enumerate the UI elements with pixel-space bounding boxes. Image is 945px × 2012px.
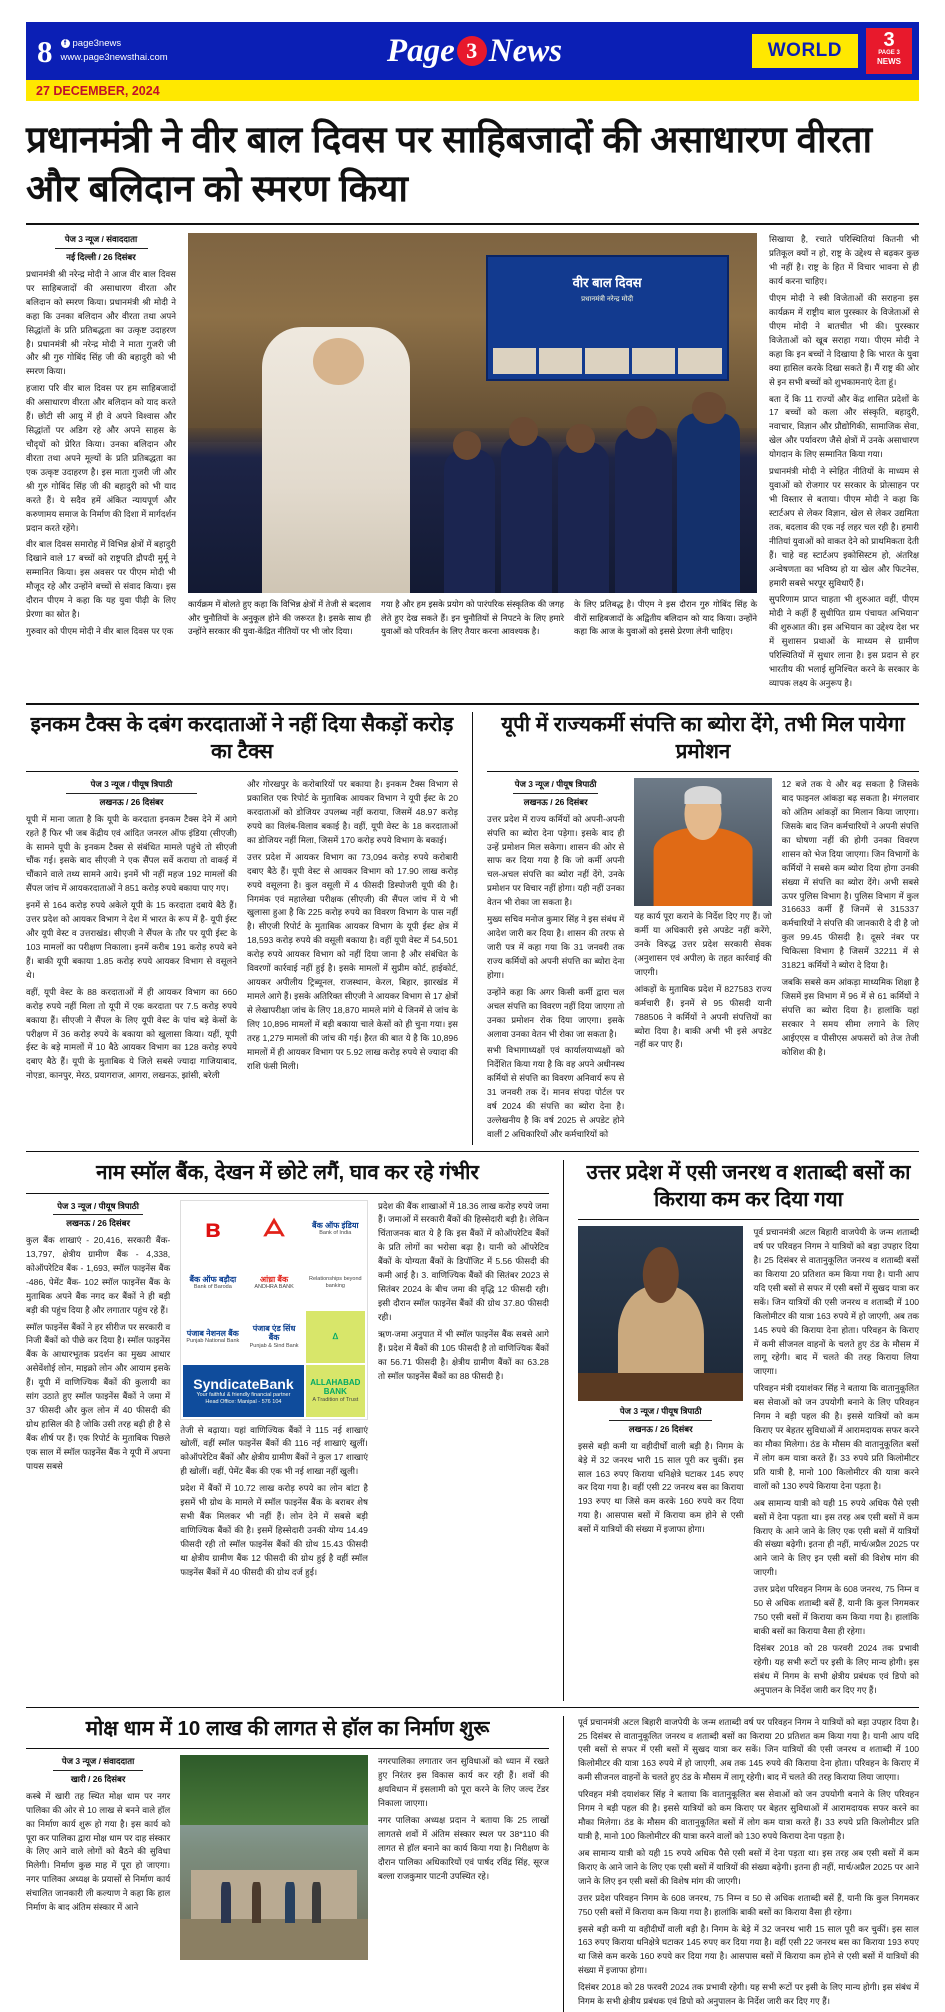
bank-logo-pnb	[183, 1311, 242, 1363]
paragraph: उत्तर प्रदेश में राज्य कर्मियों को अपनी-अपनी संपत्ति का ब्योरा देना पड़ेगा। इसके बाद ही उन्हें प्रमोशन मिल सकेगा। शासन की ओर से साफ कर दिया गया है कि जो कर्मी अपनी चल-अचल संपत्ति का ब्योरा नहीं देंगे, उनके प्रमोशन पर विचार नहीं होगा। यही नहीं उनका वेतन भी रोका जा सकता है।	[487, 813, 625, 908]
byline-place-date: लखनऊ / 26 दिसंबर	[99, 796, 164, 807]
paragraph: परिवहन मंत्री दयाशंकर सिंह ने बताया कि वातानुकूलित बस सेवाओं को जन उपयोगी बनाने के लिए परिवहन निगम ने बड़ी पहल की है। इससे यात्रियों को कम किराए पर बेहतर सुविधाओं में आरामदायक सफर करने का मौका मिलेगा। ठंड के मौसम की वातानुकूलित बसों में लोग कम यात्रा करते हैं। 33 रुपये प्रति किलोमीटर प्रति यात्री है, मानो 100 किलोमीटर की यात्रा करने वालों को 130 रुपये किराया देना पड़ता है।	[577, 1789, 919, 1841]
caption-col-2: गया है और हम इसके प्रयोग को पारंपरिक संस्कृतिक की जगह लेते हुए देख सकते हैं। इन चुनौतियों से निपटने के लिए हमारे युवाओं को परिवर्तन के लिए तैयार करना आवश्यक है।	[381, 599, 564, 637]
paragraph: पूर्व प्रचानमंत्री अटल बिहारी वाजपेयी के जन्म शताब्दी वर्ष पर परिवहन निगम ने यात्रियों को बड़ा उपहार दिया है। 25 दिसंबर से वातानुकूलित जनरथ व शताब्दी बसों का किराया 20 प्रतिशत कम किया गया है। यानी आप यदि एसी बसों से सफर में एसी बसों में सुखद यात्रा कर सकें। जिन यात्रियों की एसी जनरथ व शताब्दी में 100 किलोमीटर की यात्रा 163 रुपये में हो जाएगी, अब तक 145 रुपये की किराया देना होता। परिवहन के किराए में कमी सीजनल वाहनों के चलते हुए ठंड के मौसम में लागू रहेगी। बाद में चलते की तरह किराया लिया जाएगा।	[577, 1716, 919, 1783]
paragraph: पीएम मोदी ने स्त्री विजेताओं की सराहना इस कार्यक्रम में राष्ट्रीय बाल पुरस्कार के विजेताओं से पीएम मोदी ने बातचीत भी की। पुरस्कार विजेताओं को खूब सराहा गया। पीएम मोदी ने कहा कि इन बच्चों ने दिखाया है कि भारत के युवा क्या हासिल करके दिखा सकते हैं। मैं राष्ट्र की ओर से इन सभी बच्चों को शुभकामनाएं देता हूं।	[769, 293, 919, 387]
paragraph: कस्बे में खारी तह स्थित मोक्ष धाम पर नगर पालिका की ओर से 10 लाख से बनने वाले हॉल का निर्माण कार्य शुरू हो गया है। इस कार्य को पूरा कर पालिका द्वारा मोक्ष धाम पर दाह संस्कार के लिए आने वाले लोगों को बैठने की सुविधा मिलेगी। निर्माण कुछ माह में पूरा हो जाएगा। नगर पालिका अध्यक्ष के प्रयासों से निर्माण कार्य संचालित जानकारी ली कल्याण ने कहा कि हाल निर्माण के बाद अंतिम संस्कार में आने	[26, 1790, 171, 1913]
social-handle-text: page3news	[72, 37, 122, 49]
bank-tagline: A Tradition of Trust	[312, 1396, 359, 1403]
up-bus-body-1	[578, 1440, 744, 1537]
screen-title: वीर बाल दिवस	[572, 275, 642, 290]
bank-name-hindi: पंजाब नेशनल बैंक	[186, 1328, 239, 1338]
bank-logo-bob	[183, 1257, 242, 1309]
section-badge: WORLD	[752, 34, 858, 68]
lead-column-1	[26, 233, 176, 694]
paragraph: और गोरखपुर के करोबारियों पर बकाया है। इनकम टैक्स विभाग से प्रकाशित एक रिपोर्ट के मुताबिक आयकर विभाग ने यूपी ईस्ट के 20 करदाताओं को डोजियर उपलब्ध नहीं कराया, जिसमें 48.97 करोड़ रुपये का विलंब-विलाव बकाई है। वहीं, यूपी वेस्ट के 18 करदाताओं का डोजियर नहीं मिला, जिसमें 170 करोड़ रुपये विभाग के बकाई।	[247, 779, 458, 845]
paragraph: उत्तर प्रदेश में आयकर विभाग का 73,094 करोड़ रुपये करोबारी दबाए बैठे हैं। यूपी वेस्ट से आयकर विभाग को 17.90 लाख करोड़ रुपये वसूलना है। कुल वसूली में 4 फीसदी डिस्पोजरी यूपी की है। निगमंक एवं महालेखा परीक्षक (सीएजी) की सैंपल जांच में ये भी खुलासा हुआ है कि 225 करोड़ रुपये का विवरण विभाग के पास नहीं है। सीएजी रिपोर्ट के मुताबिक आयकर विभाग के यूपी ईस्ट क्षेत्र में 18,593 करोड़ रुपये की वसूली बकाया है। वहीं यूपी वेस्ट में 54,501 करोड़ रुपये आयकर विभाग को नहीं दिया जाना है और संबंधित के विवरणों कार्रवाई नहीं हुई है। इसके मामलों में सुप्रीम कोर्ट, हाईकोर्ट, आयकर अपीलीय ट्रिब्यूनल, राजस्थान, केरल, बिहार, झारखंड में मामले आगे हैं। इसके अतिरिक्त सीएजी ने आयकर विभाग से 17 क्षेत्रों से लेखापरीक्षा जांच के लिए 18,870 मामले मांगे थे जिनमें से जांच के लिए 10,896 मामलों में बड़ी बकाया चाले केसों को ही चुना गया। इस तरह 1,279 मामलों की जांच की गई। हैरत की बात ये है कि 10,896 मामलों में ही आयकर विभाग पर 5.92 लाख करोड़ रुपये से ज्यादा की राशि फंसी मिली।	[247, 851, 458, 1071]
small-banks-headline: नाम स्मॉल बैंक, देखन में छोटे लगैं, घाव कर रहे गंभीर	[96, 1160, 479, 1184]
lead-body-3	[769, 233, 919, 691]
story-small-banks	[26, 1160, 549, 1701]
byline-agency: पेज 3 न्यूज / पीयूष त्रिपाठी	[57, 1200, 139, 1211]
bank-logo-syndicate	[183, 1365, 304, 1417]
paragraph: वीर बाल दिवस समारोह में विभिन्न क्षेत्रों में बहादुरी दिखाने वाले 17 बच्चों को राष्ट्रपति द्रौपदी मुर्मू ने सम्मानित किया। इस अवसर पर पीएम मोदी भी मौजूद रहे और उन्होंने बच्चों से संवाद किया। इस दौरान पीएम ने कहा कि यह युवा पीढ़ी के लिए प्रेरणा का स्रोत है।	[26, 539, 176, 620]
story-up-promotion	[487, 712, 919, 1145]
up-promotion-headline: यूपी में राज्यकर्मी संपत्ति का ब्योरा देंगे, तभी मिल पायेगा प्रमोशन	[501, 712, 905, 763]
band-4	[26, 1716, 919, 2012]
page-number: 8	[37, 33, 53, 69]
bank-address: Head Office: Manipal - 576 104	[205, 1398, 282, 1405]
moksh-dham-body-1	[26, 1790, 170, 1915]
byline-place-date: खारी / 26 दिसंबर	[70, 1773, 126, 1784]
paragraph: बता दें कि 11 राज्यों और केंद्र शासित प्रदेशों के 17 बच्चों को कला और संस्कृति, बहादुरी, नवाचार, विज्ञान और प्रौद्योगिकी, सामाजिक सेवा, खेल और पर्यावरण जैसे क्षेत्रों में उनके असाधारण योगदान के लिए सम्मानित किया गया।	[769, 393, 919, 460]
brand-mid: 3	[457, 36, 487, 66]
paragraph: उत्तर प्रदेश परिवहन निगम के 608 जनरथ, 75 निम्न व 50 से अधिक शताब्दी बसें हैं, यानी कि कुल निगमकर 750 एसी बसों में किराया कम किया गया है। हालांकि बाकी बसों का किराया वैसा ही रहेगा।	[753, 1584, 920, 1636]
paragraph: प्रदेश की बैंक शाखाओं में 18.36 लाख करोड़ रुपये जमा हैं। जमाओं में सरकारी बैंकों की हिस्सेदारी बड़ी है। लेकिन चिंताजनक बात ये है कि इस बैंकों में कोऑपरेटिव बैंकों के प्रति लोगों का भरोसा बढ़ा है। यानी को ऑपरेटिव बैंकों के योग्यता बैंकों के डिपॉजिट में 5.56 फीसदी की कमी आई है। 3. वाणिज्यिक बैंकों की सितंबर 2023 से सितंबर 2024 के बीच जमा की वृद्धि 12 फीसदी रही। इसी दौरान स्मॉल फाइनेंस बैंकों की ग्रोथ 37.80 फीसदी रही।	[377, 1200, 549, 1322]
byline-place-date: नई दिल्ली / 26 दिसंबर	[66, 252, 136, 263]
paragraph: मुख्य सचिव मनोज कुमार सिंह ने इस संबंध में आदेश जारी कर दिया है। शासन की तरफ से जारी पत्र में कहा गया कि 31 जनवरी तक राज्य कर्मियों को अपनी संपत्ति का ब्योरा देना होगा।	[487, 914, 625, 980]
paragraph: पूर्व प्रचानमंत्री अटल बिहारी वाजपेयी के जन्म शताब्दी वर्ष पर परिवहन निगम ने यात्रियों को बड़ा उपहार दिया है। 25 दिसंबर से वातानुकूलित जनरथ व शताब्दी बसों का किराया 20 प्रतिशत कम किया गया है। यानी आप यदि एसी बसों से सफर में एसी बसों में सुखद यात्रा कर सकें। जिन यात्रियों की एसी जनरथ व शताब्दी में 100 किलोमीटर की यात्रा 163 रुपये में हो जाएगी, अब तक 145 रुपये की किराया देना होता। परिवहन के किराए में कमी सीजनल वाहनों के चलते हुए ठंड के मौसम में लागू रहेगी। बाद में चलते की तरह किराया लिया जाएगा।	[753, 1227, 920, 1377]
income-tax-body-1	[26, 813, 237, 1084]
bank-name: Bank of Baroda	[193, 1283, 232, 1290]
screen-subtitle: प्रधानमंत्री नरेन्द्र मोदी	[581, 296, 634, 303]
byline-agency: पेज 3 न्यूज / पीयूष त्रिपाठी	[514, 779, 597, 790]
facebook-icon: f	[61, 39, 70, 48]
stage-screen	[486, 255, 729, 381]
caption-col-1: कार्यक्रम में बोलते हुए कहा कि विभिन्न क्षेत्रों में तेजी से बदलाव और चुनौतियों के अनुकूल होने की जरूरत है। इसके साथ ही उन्होंने सरकार की युवा-केंद्रित नीतियों पर भी जोर दिया।	[188, 599, 371, 637]
social-handles	[61, 37, 168, 66]
up-bus-body-2	[753, 1226, 919, 1697]
lead-photo-block	[188, 233, 757, 694]
paragraph: 12 बजे तक ये और बढ़ सकता है जिसके बाद फाइनल आंकड़ा बढ़ सकता है। मंगलवार को अंतिम आंकड़ों का मिलान किया जाएगा। जिसके बाद जिन कर्मचारियों ने अपनी संपत्ति का घोषणा नहीं की होगी उनका विवरण शासन को भेज दिया जाएगा। जिन विभागों के कर्मियों ने सबसे कम ब्योरा दिया होगा उनकी संख्या में संपत्ति का ब्योरा देंगे। अभी सबसे ऊपर पुलिस विभाग है। पुलिस विभाग में कुल 316633 कर्मी हैं जिनमें से 315337 कर्मचारियों ने संपत्ति की जानकारी दे दी है जो कुल 99.45 फीसदी है। दूसरे नंबर पर चिकित्सा विभाग है जिसमें 32211 में से 31821 कर्मियों ने ब्योरा दे दिया है।	[781, 779, 919, 971]
paragraph: तेजी से बढ़ाया। यहां वाणिज्यिक बैंकों ने 115 नई शाखाएं खोलीं, वहीं स्मॉल फाइनेंस बैंकों की 116 नई शाखाएं खुलीं। कोऑपरेटिव बैंकों और क्षेत्रीय ग्रामीण बैंकों ने कुल 17 शाखाएं ही खोलीं। वहीं, पेमेंट बैंक की एक भी नई शाखा नहीं खुली।	[180, 1424, 368, 1477]
paragraph: परिवहन मंत्री दयाशंकर सिंह ने बताया कि वातानुकूलित बस सेवाओं को जन उपयोगी बनाने के लिए परिवहन निगम ने बड़ी पहल की है। इससे यात्रियों को कम किराए पर बेहतर सुविधाओं में आरामदायक सफर करने का मौका मिलेगा। ठंड के मौसम की वातानुकूलित बसों में लोग कम यात्रा करते हैं। 33 रुपये प्रति किलोमीटर प्रति यात्री है, मानो 100 किलोमीटर की यात्रा करने वालों को 130 रुपये किराया देना पड़ता है।	[753, 1383, 920, 1491]
masthead-logo	[252, 23, 697, 79]
logo-box-number: 3	[883, 29, 895, 51]
byline	[26, 778, 237, 809]
paragraph: उन्होंने कहा कि अगर किसी कर्मी द्वारा चल अचल संपत्ति का विवरण नहीं दिया जाएगा तो उनका प्रमोशन रोक दिया जाएगा। इसके अलावा उनका वेतन भी रोका जा सकता है।	[487, 986, 625, 1039]
headline-rule	[26, 223, 919, 225]
small-banks-body-3	[378, 1200, 549, 1384]
paragraph: प्रधानमंत्री श्री नरेन्द्र मोदी ने आज वीर बाल दिवस पर साहिबजादों की असाधारण वीरता और बलिदान को स्मरण किया। प्रधानमंत्री श्री मोदी ने कहा कि उनका बलिदान और वीरता तथा अपने सिद्धांतों के प्रति प्रतिबद्धता का उत्कृष्ट उदाहरण है। प्रधानमंत्री श्री नरेन्द्र मोदी ने माता गुजरी जी और श्री गुरु गोबिंद सिंह जी की बहादुरी को भी स्मरण किया।	[26, 268, 176, 377]
small-banks-body-2	[180, 1424, 368, 1580]
paragraph: यूपी में माना जाता है कि यूपी के करदाता इनकम टैक्स देने में आगे रहते हैं फिर भी जब केंद्रीय एवं आंदित जनरल ऑफ इंडिया (सीएजी) के सामने यूपी के इनकम टैक्स से संबंधित मामले पहुंचे तो सीएजी चौंक गई। इसके बाद सीएजी ने एक सैंपल सर्वे कराया तो वाकई में चौंकाने वाले तथ्य सामने आये। इनमें भी नहीं महज 192 मामलों की सैंपल जांच में आयकरदाताओं ने 851 करोड़ रुपये बकाया पाए गए।	[26, 813, 237, 894]
bank-name: SyndicateBank	[193, 1376, 294, 1393]
bank-logo-andhra	[244, 1257, 303, 1309]
lead-body-1	[26, 268, 176, 639]
byline-agency: पेज 3 न्यूज / संवाददाता	[64, 234, 138, 245]
moksh-dham-headline: मोक्ष धाम में 10 लाख की लागत से हॉल का निर्माण शुरू	[85, 1716, 490, 1740]
bank-tagline: Relationships beyond banking	[309, 1276, 362, 1289]
paragraph: अब सामान्य यात्री को यही 15 रुपये अधिक पैसे एसी बसों में देना पड़ता था। इस तरह अब एसी बसों में कम किराए के आने जाने के लिए एक एसी बसों में यात्रियों की संख्या बढ़ेगी। इतना ही नहीं, मार्च/अप्रैल 2025 पर आने जाने के लिए इन एसी बसों की विशेष मांग की जाएगी।	[753, 1497, 920, 1578]
story-income-tax	[26, 712, 458, 1145]
up-promotion-body-1	[487, 813, 624, 1142]
bank-name-hindi: आंध्रा बैंक	[260, 1274, 289, 1284]
masthead-right	[697, 23, 918, 79]
paragraph: सुपरिणाम प्राप्त चाहता भी शुरुआत वहीं, पीएम मोदी ने कहीं हैं सुधीपित ग्राम पंचायत अभियान' की शुरुआत की। इस अभियान का उद्देश्य देश भर में सुशासन प्रथाओं के माध्यम से ग्रामीण परिस्थितियों में सुधार लाना है। इस प्रदान से हर भारतीय की भलाई सुनिश्चित करने के सरकार के व्यापक लक्ष्य के अनुरूप है।	[769, 594, 919, 688]
byline-place-date: लखनऊ / 26 दिसंबर	[628, 1423, 693, 1434]
story-moksh-dham	[26, 1716, 549, 2012]
bank-logos-montage	[180, 1200, 368, 1420]
band-3	[26, 1160, 919, 1708]
lead-photo-caption	[188, 598, 757, 638]
logo-box-line3: NEWS	[877, 56, 901, 66]
bank-name: Punjab National Bank	[186, 1337, 240, 1344]
paragraph: इनमें से 164 करोड़ रुपये अकेले यूपी के 15 करदाता दबाये बैठे हैं। उत्तर प्रदेश को आयकर विभाग ने देश में भारत के रूप में है- यूपी ईस्ट और यूपी वेस्ट व उत्तराखंड। सीएजी ने सैंपल के तौर पर यूपी ईस्ट के 103 मामलों का परीक्षण निकाला। इनमें करीब 191 करोड़ रुपये बने हैं। बाकी यूपी बकाया 1.85 करोड़ रुपये आयकर विभाग से वसूलने थे।	[26, 900, 237, 980]
masthead-left	[27, 23, 252, 79]
up-promotion-body-3	[782, 778, 919, 1059]
transport-minister-photo	[578, 1226, 744, 1401]
up-promotion-body-2	[634, 910, 771, 1052]
paragraph: कुल बैंक शाखाएं - 20,416, सरकारी बैंक- 13,797, क्षेत्रीय ग्रामीण बैंक - 4,338, कोऑपरेटिव बैंक - 1,693, स्मॉल फाइनेंस बैंक -486, पेमेंट बैंक- 102 स्मॉल फाइनेंस बैंक के मुताबिक अपने बैंक नगद कर बैंकों ने ही बड़ी बड़ी की पहुंच दिया है और लगातार पहुंच रहे हैं।	[26, 1235, 171, 1315]
paragraph: उत्तर प्रदेश परिवहन निगम के 608 जनरथ, 75 निम्न व 50 से अधिक शताब्दी बसें हैं, यानी कि कुल निगमकर 750 एसी बसों में किराया कम किया गया है। हालांकि बाकी बसों का किराया वैसा ही रहेगा।	[577, 1892, 919, 1917]
paragraph: जबकि सबसे कम आंकड़ा माध्यमिक शिक्षा है जिसमें इस विभाग में 96 में से 61 कर्मियों ने संपत्ति का ब्योरा दिया है। हालांकि यहां सरकार ने समय सीमा लगाने के लिए आईएएस व पीसीएस अफसरों को तेज तेजी कोशिश की है।	[781, 977, 919, 1057]
up-bus-headline: उत्तर प्रदेश में एसी जनरथ व शताब्दी बसों का किराया कम कर दिया गया	[586, 1160, 911, 1211]
newspaper-page	[0, 22, 945, 2007]
paragraph: आंकड़ों के मुताबिक प्रदेश में 827583 राज्य कर्मचारी हैं। इनमें से 95 फीसदी यानी 788506 ने कर्मियों ने अपनी संपत्तियों का ब्योरा दिया है। बाकी अभी भी इसे अपडेट नहीं कर पाए हैं।	[634, 983, 772, 1050]
up-bus-continued	[578, 1716, 919, 2012]
brand-right: News	[488, 32, 563, 69]
paragraph: यह कार्य पूरा कराने के निर्देश दिए गए हैं। जो कर्मी या अधिकारी इसे अपडेट नहीं करेंगे, उनके विरुद्ध उत्तर प्रदेश सरकारी सेवक (अनुशासन एवं अपील) के तहत कार्रवाई की जाएगी।	[634, 911, 772, 977]
paragraph: दिसंबर 2018 को 28 फरवरी 2024 तक प्रभावी रहेगी। यह सभी रूटों पर इसी के लिए मान्य होगी। इस संबंध में निगम के सभी क्षेत्रीय प्रबंधक एवं डिपो को अनुपालन के निर्देश जारी कर दिए गए हैं।	[753, 1642, 920, 1695]
bank-logo-boi	[306, 1203, 365, 1255]
paragraph: प्रदेश में बैंकों में 10.72 लाख करोड़ रुपये का लोन बांटा है इसमें भी ग्रोथ के मामले में स्मॉल फाइनेंस बैंक के बराबर शेष सभी बैंक मिलकर भी नहीं हैं। लोन देने में सबसे बड़ी वाणिज्यिक बैंकों की है। इसमें हिस्सेदारी उनकी योग्य 14.49 फीसदी रही तो स्मॉल फाइनेंस बैंकों की ग्रोथ 15.43 फीसदी था क्षेत्रीय ग्रामीण बैंक 12 फीसदी की ग्रोथ हुई है वहीं स्मॉल फाइनेंस बैंकों में 40 फीसदी की ग्रोथ दर्ज हुई।	[180, 1483, 368, 1577]
byline	[26, 233, 176, 264]
bank-name: Punjab & Sind Bank	[249, 1342, 299, 1349]
bank-name-hindi: बैंक ऑफ इंडिया	[312, 1220, 359, 1230]
construction-site-photo	[180, 1755, 368, 1960]
byline-agency: पेज 3 न्यूज / पीयूष त्रिपाठी	[619, 1406, 702, 1417]
bank-name: ANDHRA BANK	[254, 1283, 294, 1290]
logo-box-line2: PAGE 3	[878, 50, 900, 56]
paragraph: अब सामान्य यात्री को यही 15 रुपये अधिक पैसे एसी बसों में देना पड़ता था। इस तरह अब एसी बसों में कम किराए के आने जाने के लिए एक एसी बसों में यात्रियों की संख्या बढ़ेगी। इतना ही नहीं, मार्च/अप्रैल 2025 पर आने जाने के लिए इन एसी बसों की विशेष मांग की जाएगी।	[577, 1847, 919, 1886]
yogi-adityanath-photo	[634, 778, 771, 906]
page3-logo-box	[866, 28, 912, 74]
brand-left: Page	[386, 32, 455, 69]
moksh-dham-body-2	[378, 1755, 549, 1883]
band-2	[26, 703, 919, 1152]
paragraph: वहीं, यूपी वेस्ट के 88 करदाताओं में ही आयकर विभाग का 660 करोड़ रुपये नहीं मिला तो यूपी में एक करदाता पर 7.5 करोड़ रुपये बकाया हैं। सीएजी ने सैंपल के लिए यूपी वेस्ट के पांच बड़े केसों के परीक्षण में 36 करोड़ रुपये के बकाया को खुलासा किया। यहीं, यूपी ईस्ट के बड़े मामलों में 10 बैठे आयकर विभाग का 128 करोड़ रुपये दबाए बैठे हैं। यूपी के मुताबिक ये जिले सबसे ज्यादा गाजियाबाद, नोएडा, कानपुर, मेरठ, प्रयागराज, आगरा, लखनऊ, झांसी, बरेली	[26, 986, 237, 1081]
website-text: www.page3newsthai.com	[60, 52, 168, 63]
byline	[487, 778, 624, 809]
byline	[578, 1405, 744, 1436]
paragraph: नगरपालिका लगातार जन सुविधाओं को ध्यान में रखते हुए निरंतर इस विकास कार्य कर रही हैं। शवों की क्षयविधान में इसलामी को पूरा करने के लिए जल्द टेंडर निकाला जाएगा।	[377, 1756, 549, 1808]
small-banks-body-1	[26, 1234, 170, 1474]
bank-tagline: Your faithful & friendly financial partner	[196, 1392, 291, 1399]
bank-logo-andhra-symbol: ᗋ	[244, 1203, 303, 1255]
bank-tagline-boi	[306, 1257, 365, 1309]
paragraph: प्रधानमंत्री मोदी ने स्नेहित नीतियों के माध्यम से युवाओं को रोजगार पर सरकार के प्रोत्साहन पर भी विस्तार से बताया। पीएम मोदी ने कहा कि स्टार्टअप से लेकर विज्ञान, खेल से लेकर उद्यमिता तक, बदलाव की एक नई लहर चल रही है। हमारी नीतियां युवाओं को वाकत देने को प्राथमिकता देती हैं। चाहे वह स्टार्टअप इकोसिस्टम हो, अंतरिक्ष अन्वेषणता का भविष्य हो या खेल और फिटनेस, हमारी सबसे भरपूर सुविधाएँ हैं।	[769, 466, 919, 588]
caption-col-3: के लिए प्रतिबद्ध है। पीएम ने इस दौरान गुरु गोबिंद सिंह के वीरों साहिबजादों के अद्वितीय बलिदान को याद किया। उन्होंने कहा कि आज के युवाओं को इससे प्रेरणा लेनी चाहिए।	[574, 599, 757, 637]
story-up-bus	[578, 1160, 919, 1701]
byline	[26, 1755, 170, 1786]
paragraph: इससे बड़ी कमी या वहीदीर्घों वाली बड़ी है। निगम के बेड़े में 32 जनरथ भारी 15 साल पूरी कर चुकीं। इस साल 163 रुपए किराया धनिक्षेत्रे घटाकर 145 रुपए कर दिया गया है। वहीं एसी 22 जनरथ बस का किराया 193 रुपए था जिसे कम करके 160 रुपये कर दिया गया है। आसपास बसों में किराया कम होने से एसी बसों में यात्रियों की संख्या में इजाफा होगा।	[577, 1923, 919, 1976]
byline-agency: पेज 3 न्यूज / संवाददाता	[61, 1756, 135, 1767]
bank-logo-psb	[244, 1311, 303, 1363]
bank-name: Bank of India	[319, 1229, 352, 1236]
bank-name: ALLAHABAD BANK	[310, 1378, 361, 1397]
paragraph: गुरुवार को पीएम मोदी ने वीर बाल दिवस पर एक	[26, 625, 174, 636]
lead-headline: प्रधानमंत्री ने वीर बाल दिवस पर साहिबजादों की असाधारण वीरता और बलिदान को स्मरण किया	[26, 119, 872, 210]
byline-agency: पेज 3 न्यूज / पीयूष त्रिपाठी	[90, 779, 173, 790]
paragraph: ऋण-जमा अनुपात में भी स्मॉल फाइनेंस बैंक सबसे आगे हैं। प्रदेश में बैंकों की 105 फीसदी है तो वाणिज्यिक बैंकों का 56.71 फीसदी है। क्षेत्रीय ग्रामीण बैंकों का 63.28 तो स्मॉल फाइनेंस बैंकों का 88 फीसदी है।	[377, 1328, 549, 1381]
paragraph: इससे बड़ी कमी या वहीदीर्घों वाली बड़ी है। निगम के बेड़े में 32 जनरथ भारी 15 साल पूरी कर चुकीं। इस साल 163 रुपए किराया धनिक्षेत्रे घटाकर 145 रुपए कर दिया गया है। वहीं एसी 22 जनरथ बस का किराया 193 रुपए था जिसे कम करके 160 रुपये कर दिया गया है। आसपास बसों में किराया कम होने से एसी बसों में यात्रियों की संख्या में इजाफा होगा।	[577, 1440, 744, 1535]
bank-name-hindi: पंजाब एंड सिंध बैंक	[252, 1324, 296, 1343]
lead-story	[26, 233, 919, 694]
bank-logo-allahabad	[306, 1365, 365, 1417]
paragraph: सिखाया है, रचाते परिस्थितियां कितनी भी प्रतिकूल क्यों न हो, राष्ट्र के उद्देश्य से बढ़कर कुछ भी नहीं है। राष्ट्र के हित में विचार भावना से ही कार्य करना चाहिए।	[769, 234, 919, 287]
paragraph: दिसंबर 2018 को 28 फरवरी 2024 तक प्रभावी रहेगी। यह सभी रूटों पर इसी के लिए मान्य होगी। इस संबंध में निगम के सभी क्षेत्रीय प्रबंधक एवं डिपो को अनुपालन के निर्देश जारी कर दिए गए हैं।	[577, 1982, 919, 2007]
up-bus-body-3	[578, 1716, 919, 2009]
paragraph: नगर पालिका अध्यक्ष प्रदान ने बताया कि 25 लाखों लागतसे शवों में अंतिम संस्कार स्थल पर 38*110 की लागत से हॉल बनाने का कार्य किया गया है। निरीक्षण के दौरान पालिका अधिकारियों एवं पार्षद रविंद्र सिंह, सूरज बल्ला राजकुमार पाटनी उपस्थित रहे।	[377, 1814, 549, 1881]
paragraph: स्मॉल फाइनेंस बैंकों ने हर सीरीज पर सरकारी व निजी बैंकों को पीछे कर दिया है। स्मॉल फाइनेंस बैंक के आधारभूतक प्रदर्शन का मुख्य आधार असेवेंशोई लोन, माइक्रो लोन और आयाम इसके हैं। यूपी में वाणिज्यिक बैंकों की कुलायी का सांग उठाते हुए स्मॉल फाइनेंस बैंकों ने जमा में 37 फीसदी और कुल लोन में 40 फीसदी की ग्रोथ हासिल की है जोकि उसी तरह बढ़ी ही है से बैंक शीर्ष पर हैं। एक रिपोर्ट के मुताबिक पिछले एक साल में स्मॉल फाइनेंस बैंक ने यूपी में अपना पायस सबसे	[26, 1321, 171, 1471]
bank-name-hindi: बैंक ऑफ बड़ौदा	[189, 1274, 237, 1284]
issue-date: 27 DECEMBER, 2024	[36, 83, 160, 98]
byline-place-date: लखनऊ / 26 दिसंबर	[66, 1218, 130, 1229]
byline-place-date: लखनऊ / 26 दिसंबर	[523, 796, 588, 807]
lead-photo	[188, 233, 757, 593]
bank-logo-allahabad-symbol: ᐃ	[306, 1311, 365, 1363]
income-tax-body-2	[247, 778, 458, 1073]
paragraph: हजारा परि वीर बाल दिवस पर हम साहिबजादों की असाधारण वीरता और बलिदान को याद करते हैं। छोटी सी आयु में ही वे अपने विश्वास और सिद्धांतों पर अडिग रहे और अपने साहस के चौदृयों को प्रेरित किया। उनका बलिदान और वीरता तथा अपने मूल्यों के प्रति प्रतिबद्धता का एक उत्कृष्ट उदाहरण है। इस माता गुजरी जी और श्री गुरु गोबिंद सिंह जी की बहादुरी को भी याद करते हैं। ये सदैव हमें अंकित न्यायपूर्ण और करुणामय समाज के निर्माण की दिशा में मार्गदर्शन प्रदान करते रहेंगे।	[26, 383, 176, 533]
date-bar	[26, 80, 919, 101]
paragraph: सभी विभागाध्यक्षों एवं कार्यालयाध्यक्षों को निर्देशित किया गया है कि वह अपने अधीनस्थ कर्मियों से संपत्ति का विवरण अनिवार्य रूप से 31 जनवरी तक दें। मानव संपदा पोर्टल पर वर्ष 2024 की संपत्ति का ब्योरा देना है। उल्लेखनीय है कि वर्ष 2025 से अपडेट होने वालीं 2 अधिकारियों और कर्मचारियों को	[487, 1045, 625, 1139]
lead-column-3	[769, 233, 919, 694]
masthead	[26, 22, 919, 80]
bank-logo-bob-symbol: ʙ	[183, 1203, 242, 1255]
byline	[26, 1200, 170, 1231]
income-tax-headline: इनकम टैक्स के दबंग करदाताओं ने नहीं दिया सैकड़ों करोड़ का टैक्स	[30, 712, 454, 763]
